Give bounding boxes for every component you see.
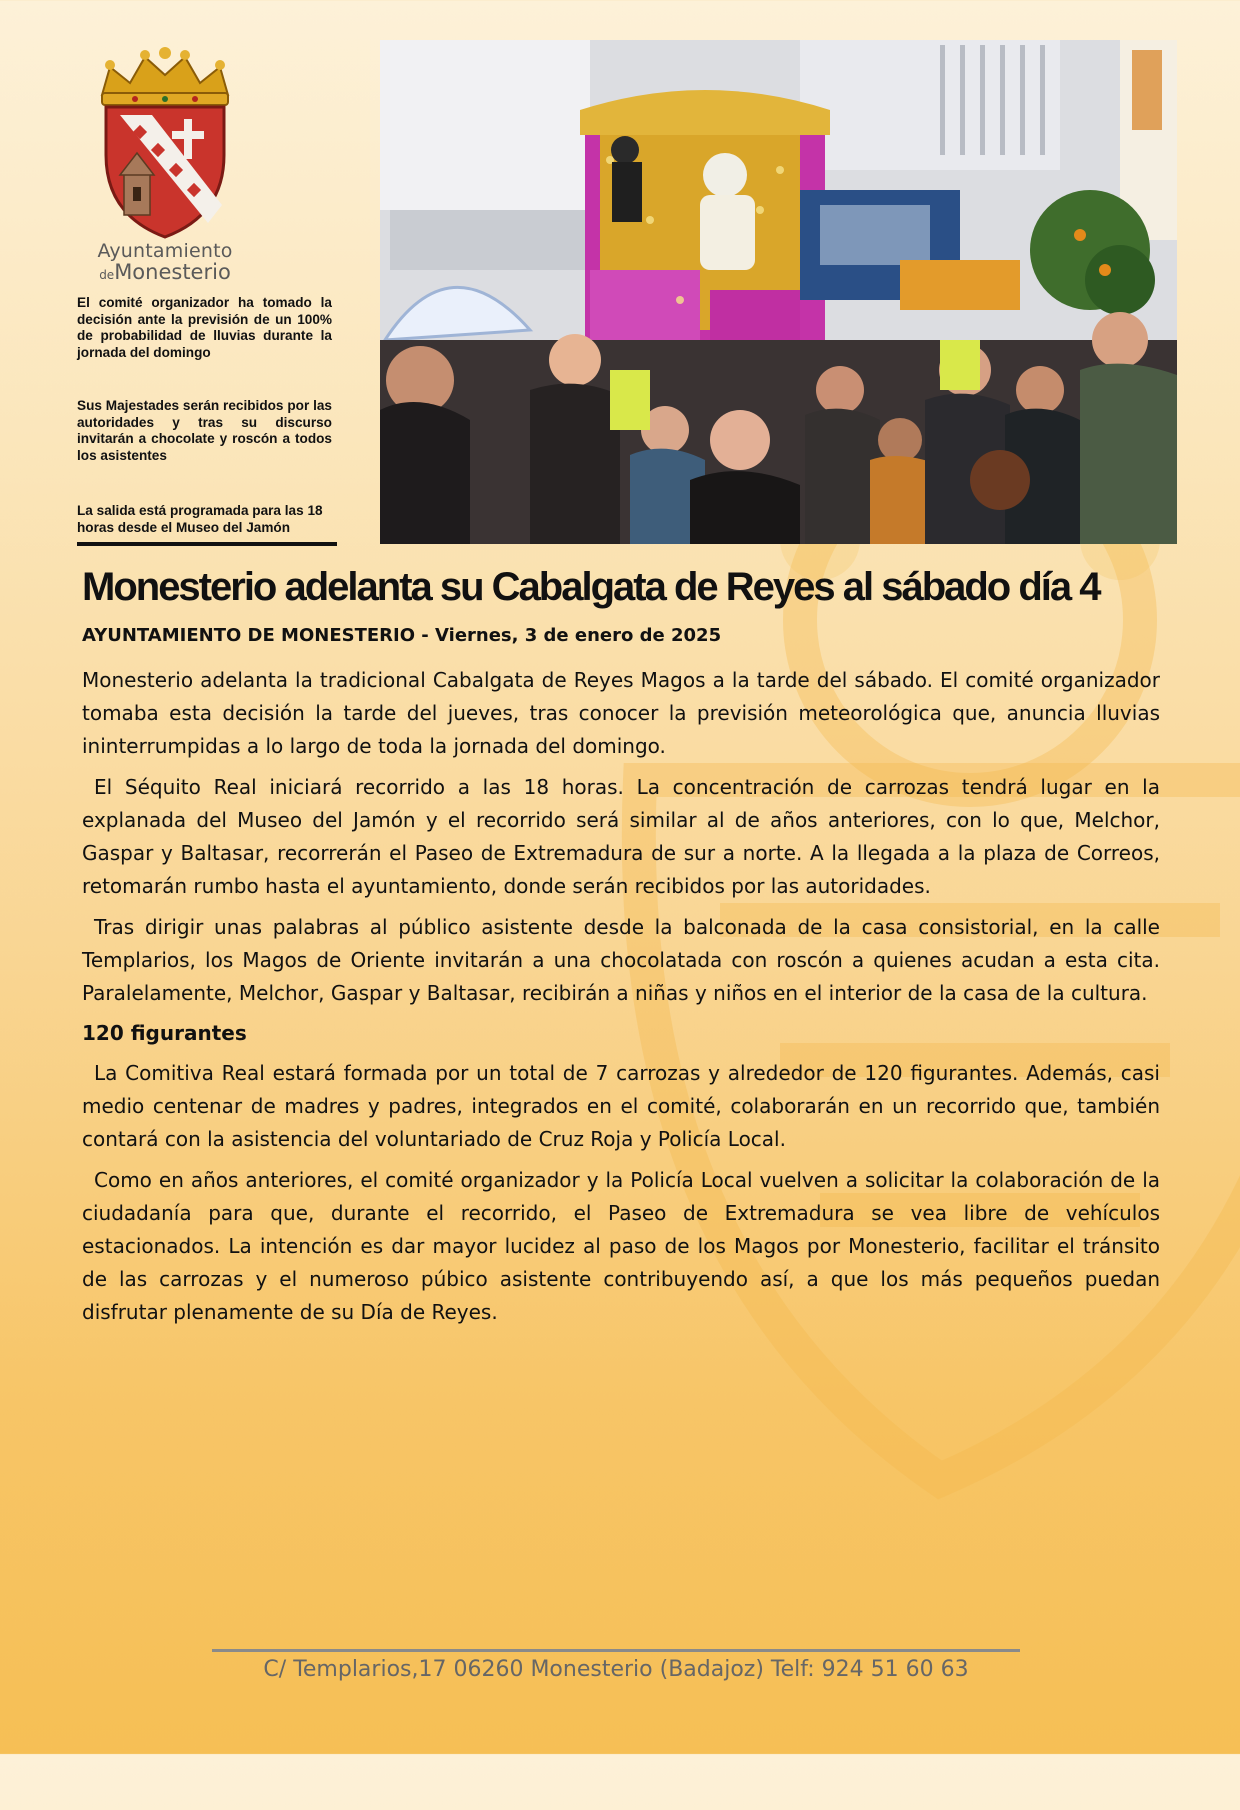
sidebar-note-reception: Sus Majestades serán recibidos por las autoridades y tras su discurso invitarán a chocolate y roscón a todos los asistentes — [77, 398, 332, 463]
article-paragraph-4: La Comitiva Real estará formada por un total de 7 carrozas y alrededor de 120 figurantes. Además, casi medio centenar de madres y padres, integrados en el comité, colaborarán en un recorrido que, también contará con la asistencia del voluntariado de Cruz Roja y Policía Local. — [82, 1061, 1160, 1151]
article-subheading: 120 figurantes — [82, 1021, 247, 1045]
logo-text-monesterio — [90, 260, 240, 284]
logo-text-name: Monesterio — [114, 260, 231, 284]
logo-text-ayuntamiento: Ayuntamiento — [97, 240, 233, 262]
article-paragraph-5: Como en años anteriores, el comité organizador y la Policía Local vuelven a solicitar la colaboración de la ciudadanía para que, durante el recorrido, el Paseo de Extremadura se vea libre de vehículos estacionados. La intención es dar mayor lucidez al paso de los Magos por Monesterio, facilitar el tránsito de las carrozas y el numeroso púbico asistente contribuyendo así, a que los más pequeños puedan disfrutar plenamente de su Día de Reyes. — [82, 1168, 1160, 1324]
article-paragraph-2: El Séquito Real iniciará recorrido a las 18 horas. La concentración de carrozas tendrá lugar en la explanada del Museo del Jamón y el recorrido será similar al de años anteriores, con lo que, Melchor, Gaspar y Baltasar, recorrerán el Paseo de Extremadura de sur a norte. A la llegada a la plaza de Correos, retomarán rumbo hasta el ayuntamiento, donde serán recibidos por las autoridades. — [82, 775, 1160, 898]
ayuntamiento-logo — [90, 45, 240, 285]
article-headline: Monesterio adelanta su Cabalgata de Reyes al sábado día 4 — [82, 565, 1100, 609]
sidebar-note-rain: El comité organizador ha tomado la decisión ante la previsión de un 100% de probabilidad de lluvias durante la jornada del domingo — [77, 295, 332, 360]
footer-address: C/ Templarios,17 06260 Monesterio (Badajoz) Telf: 924 51 60 63 — [263, 1657, 969, 1682]
article-paragraph-1: Monesterio adelanta la tradicional Cabalgata de Reyes Magos a la tarde del sábado. El comité organizador tomaba esta decisión la tarde del jueves, tras conocer la previsión meteorológica que, anuncia lluvias ininterrumpidas a lo largo de toda la jornada del domingo. — [82, 668, 1160, 758]
coat-of-arms-icon — [90, 45, 240, 240]
cabalgata-photo — [380, 40, 1177, 544]
article-body — [82, 664, 1160, 1337]
sidebar-note-departure: La salida está programada para las 18 horas desde el Museo del Jamón — [77, 503, 323, 535]
logo-text-de: de — [99, 268, 115, 282]
sidebar-divider — [77, 542, 337, 546]
article-byline: AYUNTAMIENTO DE MONESTERIO - Viernes, 3 de enero de 2025 — [82, 625, 722, 646]
footer-divider — [212, 1649, 1020, 1652]
article-paragraph-3: Tras dirigir unas palabras al público asistente desde la balconada de la casa consistorial, en la calle Templarios, los Magos de Oriente invitarán a una chocolatada con roscón a quienes acudan a esta cita. Paralelamente, Melchor, Gaspar y Baltasar, recibirán a niñas y niños en el interior de la casa de la cultura. — [82, 915, 1160, 1005]
